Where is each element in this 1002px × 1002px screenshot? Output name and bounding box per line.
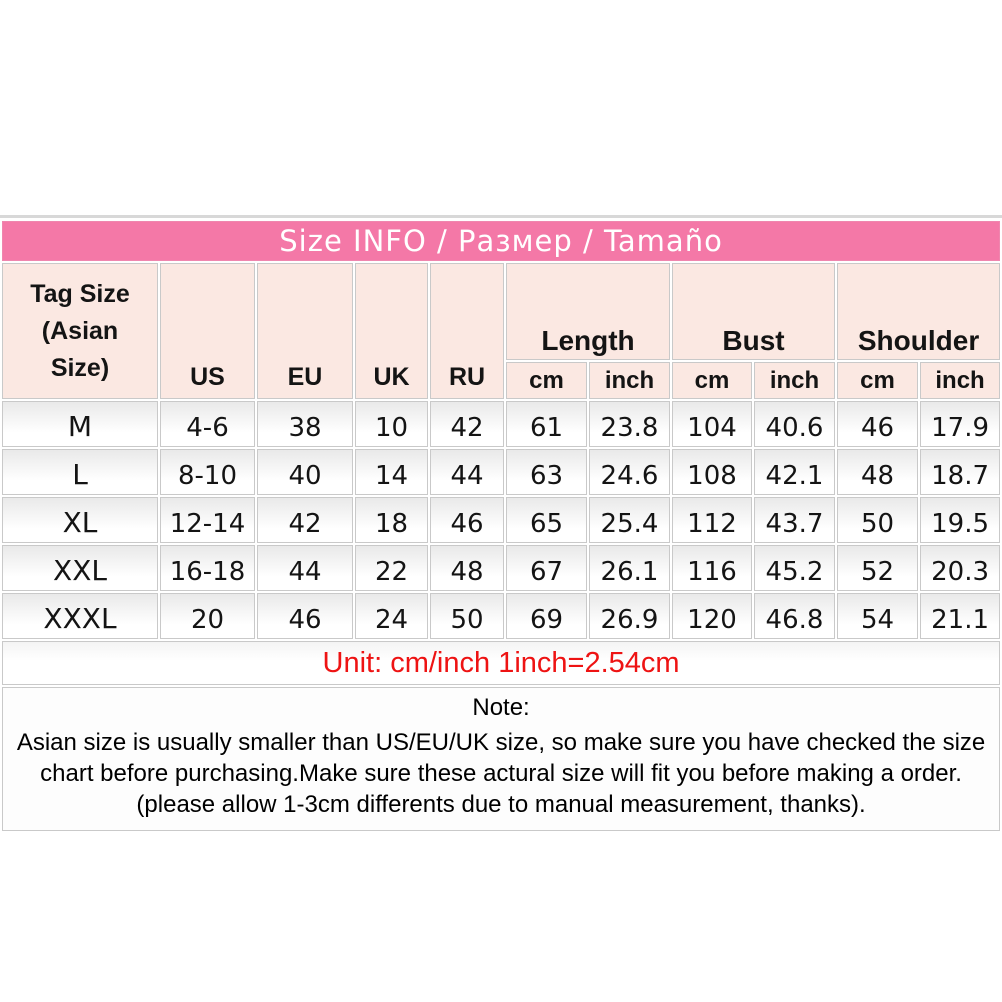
size-value-cell: 23.8	[589, 401, 670, 447]
size-value-cell: 20.3	[920, 545, 1000, 591]
size-value-cell: 46	[837, 401, 918, 447]
size-value-cell: 50	[837, 497, 918, 543]
size-value-cell: 40	[257, 449, 353, 495]
size-value-cell: 120	[672, 593, 752, 639]
subheader-bust-cm: cm	[672, 362, 752, 399]
table-row-xxl	[2, 545, 1000, 591]
size-value-cell: 19.5	[920, 497, 1000, 543]
top-divider-line	[0, 215, 1002, 218]
size-value-cell: 65	[506, 497, 587, 543]
table-row-xxxl	[2, 593, 1000, 639]
title-row	[2, 221, 1000, 261]
size-value-cell: 48	[430, 545, 504, 591]
note-block	[2, 687, 1000, 831]
size-value-cell: 24.6	[589, 449, 670, 495]
size-value-cell: 42	[257, 497, 353, 543]
subheader-shoulder-cm: cm	[837, 362, 918, 399]
size-value-cell: 40.6	[754, 401, 835, 447]
size-value-cell: 42	[430, 401, 504, 447]
size-value-cell: 26.1	[589, 545, 670, 591]
size-value-cell: 46	[430, 497, 504, 543]
size-value-cell: 116	[672, 545, 752, 591]
note-body-text: Asian size is usually smaller than US/EU/UK size, so make sure you have checked the size chart before purchasing.Make sure these actural size will fit you before making a order.(please allow 1-3cm differents due to manual measurement, thanks).	[16, 729, 986, 818]
size-value-cell: 24	[355, 593, 428, 639]
size-value-cell: 67	[506, 545, 587, 591]
column-group-shoulder: Shoulder	[837, 263, 1000, 360]
subheader-bust-inch: inch	[754, 362, 835, 399]
column-header-uk: UK	[355, 263, 428, 399]
size-value-cell: 69	[506, 593, 587, 639]
unit-note-text: Unit: cm/inch 1inch=2.54cm	[2, 641, 1000, 685]
size-value-cell: 46.8	[754, 593, 835, 639]
size-value-cell: 48	[837, 449, 918, 495]
corner-line-2: (Asian	[41, 316, 119, 345]
subheader-length-inch: inch	[589, 362, 670, 399]
size-value-cell: 25.4	[589, 497, 670, 543]
size-value-cell: 22	[355, 545, 428, 591]
size-value-cell: 4-6	[160, 401, 255, 447]
size-value-cell: 14	[355, 449, 428, 495]
table-title: Size INFO / Размер / Tamaño	[2, 221, 1000, 261]
size-value-cell: 16-18	[160, 545, 255, 591]
size-value-cell: 20	[160, 593, 255, 639]
size-value-cell: 12-14	[160, 497, 255, 543]
size-value-cell: 54	[837, 593, 918, 639]
column-header-ru: RU	[430, 263, 504, 399]
size-value-cell: 112	[672, 497, 752, 543]
size-value-cell: 44	[257, 545, 353, 591]
table-row-xl	[2, 497, 1000, 543]
size-value-cell: 10	[355, 401, 428, 447]
size-value-cell: 46	[257, 593, 353, 639]
corner-line-3: Size)	[50, 353, 110, 382]
size-value-cell: 63	[506, 449, 587, 495]
size-value-cell: 8-10	[160, 449, 255, 495]
size-value-cell: 38	[257, 401, 353, 447]
header-row-groups	[2, 263, 1000, 360]
tag-size-cell: XXL	[2, 545, 158, 591]
size-value-cell: 26.9	[589, 593, 670, 639]
size-value-cell: 61	[506, 401, 587, 447]
table-row-m	[2, 401, 1000, 447]
corner-line-1: Tag Size	[30, 279, 130, 308]
table-row-l	[2, 449, 1000, 495]
size-value-cell: 21.1	[920, 593, 1000, 639]
size-value-cell: 44	[430, 449, 504, 495]
size-value-cell: 18.7	[920, 449, 1000, 495]
column-header-eu: EU	[257, 263, 353, 399]
unit-row	[2, 641, 1000, 685]
tag-size-cell: XXXL	[2, 593, 158, 639]
size-chart-table	[0, 219, 1002, 833]
size-value-cell: 17.9	[920, 401, 1000, 447]
column-group-bust: Bust	[672, 263, 835, 360]
size-value-cell: 108	[672, 449, 752, 495]
size-value-cell: 43.7	[754, 497, 835, 543]
tag-size-cell: M	[2, 401, 158, 447]
subheader-shoulder-inch: inch	[920, 362, 1000, 399]
size-value-cell: 52	[837, 545, 918, 591]
subheader-length-cm: cm	[506, 362, 587, 399]
note-heading: Note:	[472, 694, 530, 721]
tag-size-cell: XL	[2, 497, 158, 543]
column-group-length: Length	[506, 263, 670, 360]
note-row	[2, 687, 1000, 831]
size-value-cell: 50	[430, 593, 504, 639]
size-value-cell: 18	[355, 497, 428, 543]
tag-size-cell: L	[2, 449, 158, 495]
size-value-cell: 45.2	[754, 545, 835, 591]
size-value-cell: 42.1	[754, 449, 835, 495]
size-value-cell: 104	[672, 401, 752, 447]
column-header-us: US	[160, 263, 255, 399]
corner-header-tag-size	[2, 263, 158, 399]
